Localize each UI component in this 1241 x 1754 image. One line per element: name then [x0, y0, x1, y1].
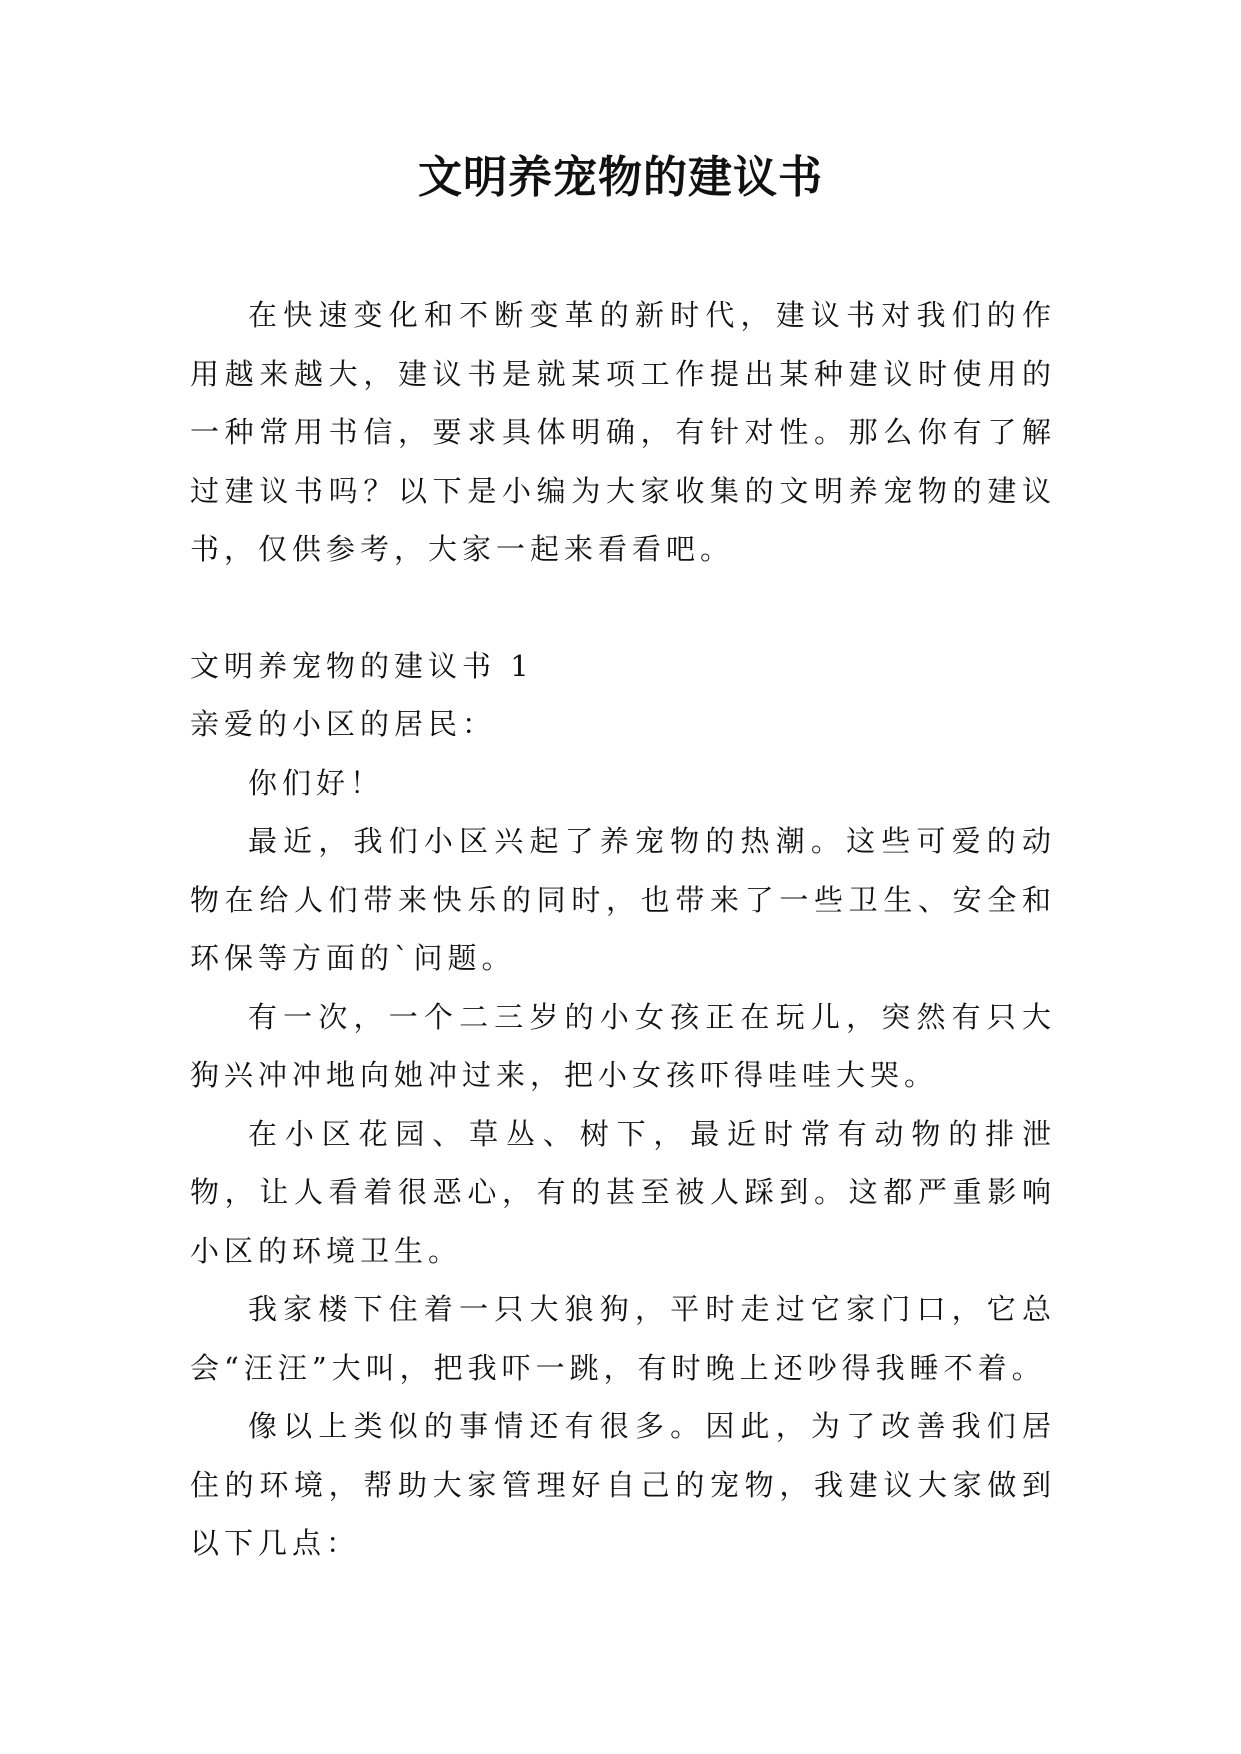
- body-paragraph-3: 在小区花园、草丛、树下，最近时常有动物的排泄物，让人看着很恶心，有的甚至被人踩到。这都严重影响小区的环境卫生。: [190, 1116, 1056, 1268]
- greeting: 你们好！: [248, 765, 385, 800]
- document-body: [190, 286, 1056, 1573]
- intro-paragraph: 在快速变化和不断变革的新时代，建议书对我们的作用越来越大，建议书是就某项工作提出某种建议时使用的一种常用书信，要求具体明确，有针对性。那么你有了解过建议书吗？以下是小编为大家收集的文明养宠物的建议书，仅供参考，大家一起来看看吧。: [190, 298, 1056, 566]
- body-paragraph-4: 我家楼下住着一只大狼狗，平时走过它家门口，它总会“汪汪”大叫，把我吓一跳，有时晚上还吵得我睡不着。: [190, 1292, 1056, 1385]
- section-heading: 文明养宠物的建议书 1: [190, 648, 534, 683]
- document-title: 文明养宠物的建议书: [418, 152, 823, 203]
- paragraph-spacer: [190, 579, 1056, 637]
- body-paragraph-2: 有一次，一个二三岁的小女孩正在玩儿，突然有只大狗兴冲冲地向她冲过来，把小女孩吓得哇哇大哭。: [190, 999, 1056, 1092]
- body-paragraph-5: 像以上类似的事情还有很多。因此，为了改善我们居住的环境，帮助大家管理好自己的宠物，我建议大家做到以下几点：: [190, 1409, 1056, 1560]
- salutation: 亲爱的小区的居民：: [190, 707, 497, 741]
- body-paragraph-1: 最近，我们小区兴起了养宠物的热潮。这些可爱的动物在给人们带来快乐的同时，也带来了一些卫生、安全和环保等方面的`问题。: [190, 824, 1056, 975]
